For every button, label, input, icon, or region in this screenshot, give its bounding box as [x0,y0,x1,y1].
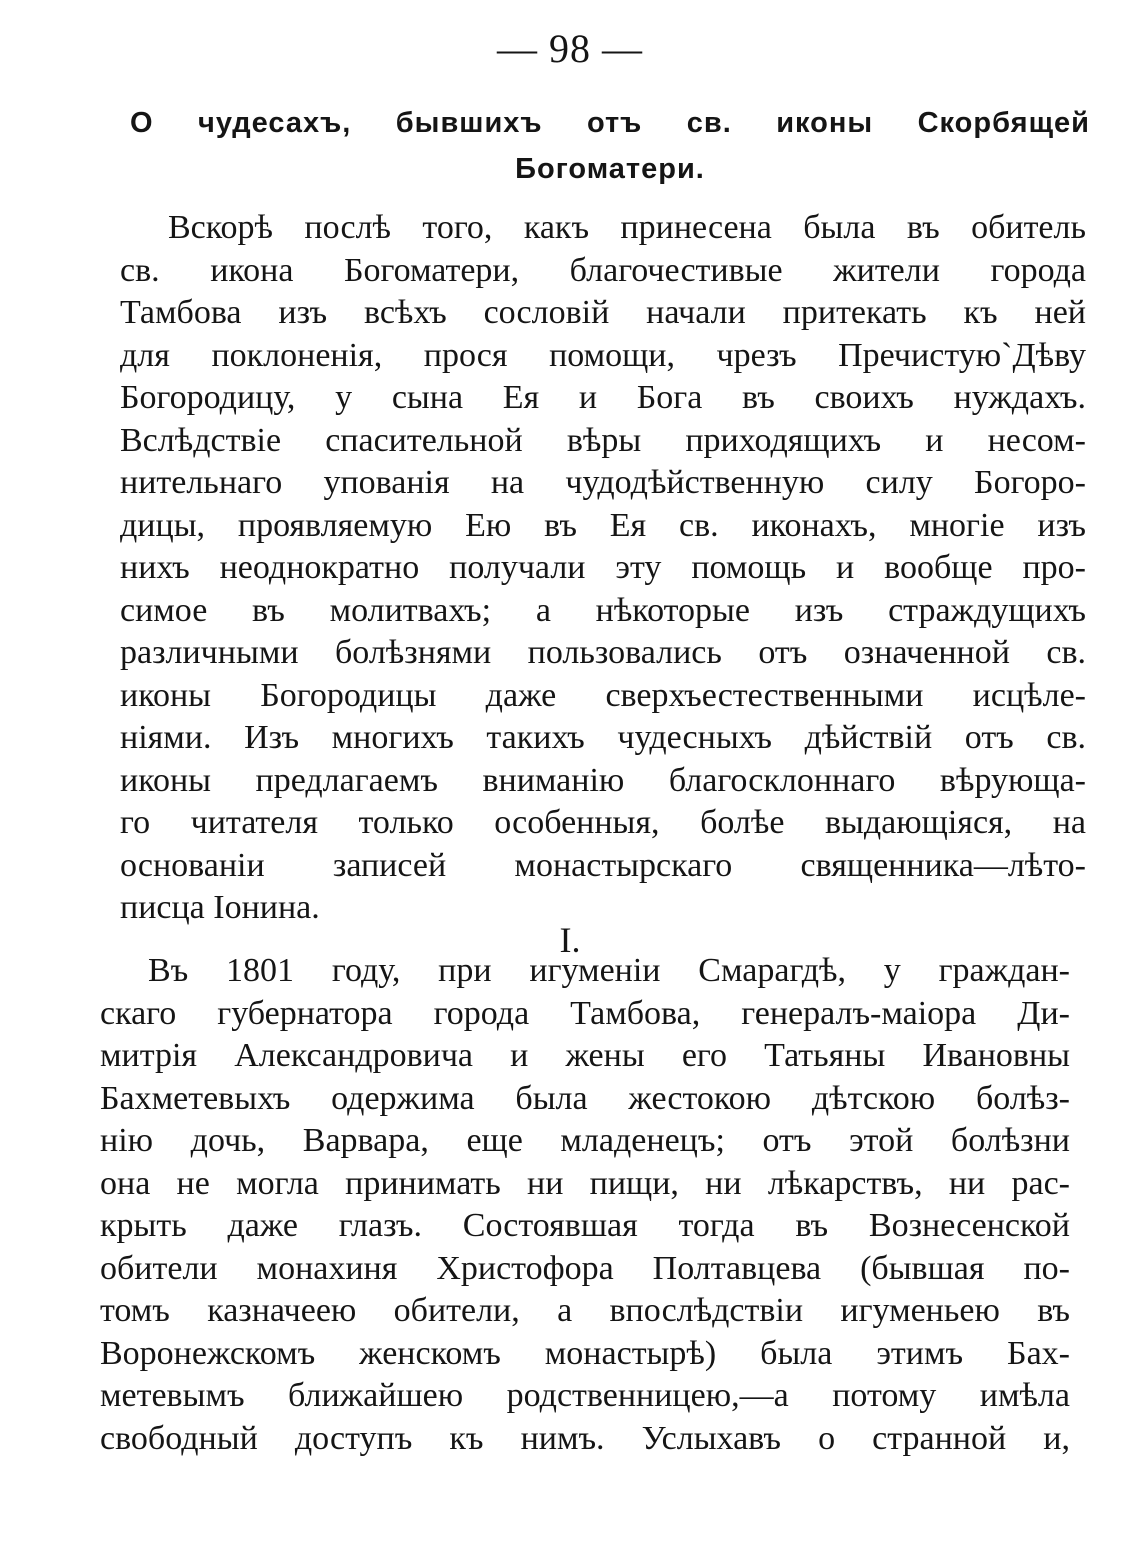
text-line: крыть даже глазъ. Состоявшая тогда въ Вознесенской [100,1207,1070,1244]
text-line: нихъ неоднократно получали эту помощь и вообще про- [120,549,1086,586]
text-line: дицы, проявляемую Ею въ Ея св. иконахъ, многіе изъ [120,506,1086,544]
text-line: нительнаго упованія на чудодѣйственную силу Богоро- [120,464,1086,501]
text-line: нію дочь, Варвара, еще младенецъ; отъ этой болѣзни [100,1122,1070,1159]
text-line: метевымъ ближайшею родственницею,—а потому имѣла [100,1377,1070,1414]
chapter-title-line: О чудесахъ, бывшихъ отъ св. иконы Скорбящей [130,107,1090,139]
text-line: писца Іонина. [120,889,320,926]
text-line: Богородицу, у сына Ея и Бога въ своихъ нуждахъ. [120,379,1086,416]
paragraph-intro [120,207,1086,930]
text-line: иконы предлагаемъ вниманію благосклоннаго вѣрующа- [120,761,1086,799]
paragraph-section-one [100,950,1070,1460]
section-number: I. [559,920,581,960]
text-line: Вслѣдствіе спасительной вѣры приходящихъ и несом- [120,421,1086,459]
text-line: св. икона Богоматери, благочестивые жители города [120,251,1086,289]
text-line: Въ 1801 году, при игуменіи Смарагдѣ, у граждан- [148,952,1070,989]
text-line: Воронежскомъ женскомъ монастырѣ) была этимъ Бах- [100,1334,1070,1372]
text-line: ніями. Изъ многихъ такихъ чудесныхъ дѣйствій отъ св. [120,719,1086,756]
text-line: томъ казначеею обители, а впослѣдствіи игуменьею въ [100,1292,1070,1329]
text-line: Вскорѣ послѣ того, какъ принесена была въ обитель [168,209,1086,246]
chapter-title-line: Богоматери. [515,153,705,185]
text-line: симое въ молитвахъ; а нѣкоторые изъ страждущихъ [120,591,1086,629]
text-line: свободный доступъ къ нимъ. Услыхавъ о странной и, [100,1419,1070,1457]
text-line: Тамбова изъ всѣхъ сословій начали притекать къ ней [120,294,1086,331]
text-line: основаніи записей монастырскаго священника—лѣто- [120,846,1086,884]
text-line: скаго губернатора города Тамбова, генералъ-маіора Ди- [100,994,1070,1032]
text-line: различными болѣзнями пользовались отъ означенной св. [120,634,1086,671]
text-line: для поклоненія, прося помощи, чрезъ Пречистую`Дѣву [120,336,1086,374]
text-line: го читателя только особенныя, болѣе выдающіяся, на [120,804,1086,841]
text-line: Бахметевыхъ одержима была жестокою дѣтскою болѣз- [100,1079,1070,1117]
text-line: обители монахиня Христофора Полтавцева (бывшая по- [100,1249,1070,1287]
text-line: иконы Богородицы даже сверхъестественными исцѣле- [120,676,1086,714]
text-line: митрія Александровича и жены его Татьяны Ивановны [100,1037,1070,1074]
page-number: — 98 — [497,26,643,71]
chapter-title [130,100,1090,192]
text-line: она не могла принимать ни пищи, ни лѣкарствъ, ни рас- [100,1164,1070,1202]
